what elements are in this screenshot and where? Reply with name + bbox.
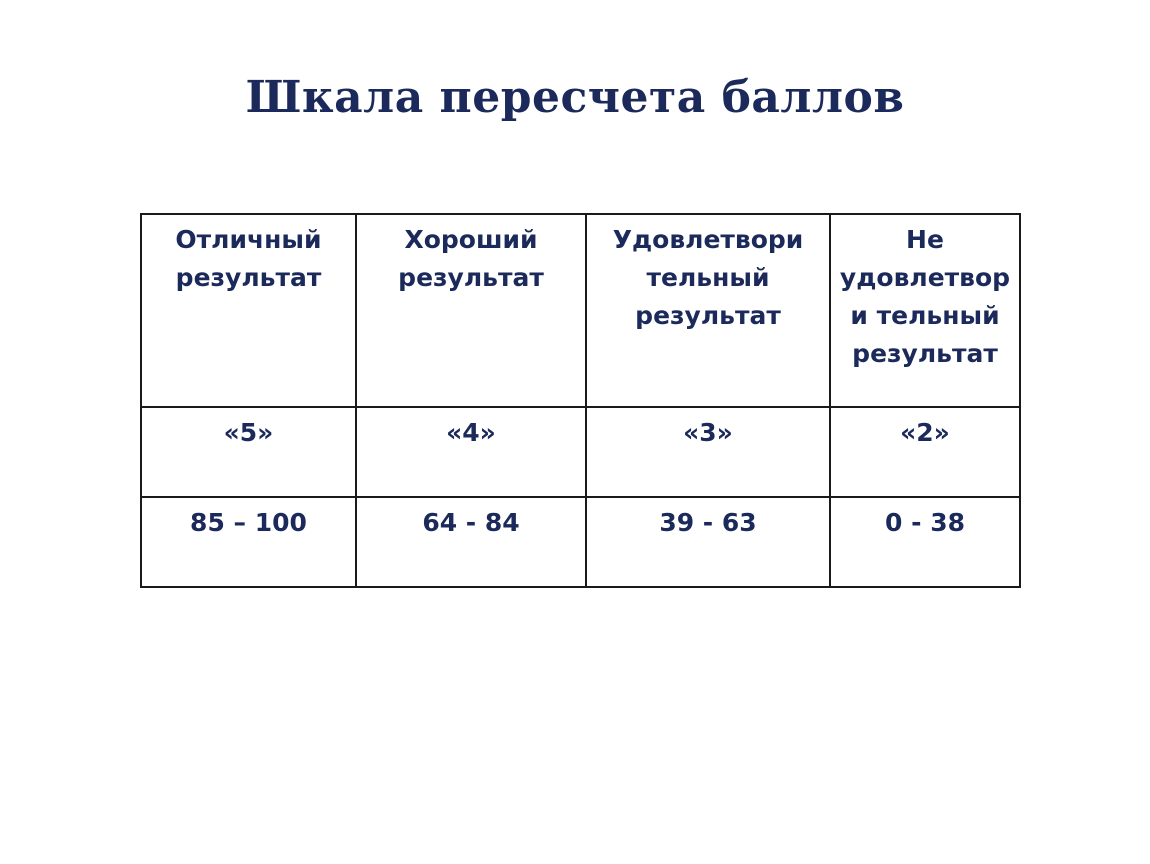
header-cell-good bbox=[356, 214, 586, 407]
header-cell-excellent bbox=[141, 214, 356, 407]
table-row-scores bbox=[141, 497, 1020, 587]
score-range-cell: 64 - 84 bbox=[356, 497, 586, 587]
score-conversion-table bbox=[140, 213, 1021, 588]
header-cell-unsatisfactory bbox=[830, 214, 1020, 407]
table-row-header bbox=[141, 214, 1020, 407]
header-cell-satisfactory bbox=[586, 214, 830, 407]
page-title: Шкала пересчета баллов bbox=[245, 72, 905, 123]
grade-cell: «3» bbox=[586, 407, 830, 497]
header-cell-text: Удовлетвори тельный результат bbox=[612, 225, 804, 330]
grade-cell: «4» bbox=[356, 407, 586, 497]
grade-cell: «2» bbox=[830, 407, 1020, 497]
grade-cell: «5» bbox=[141, 407, 356, 497]
header-cell-text: Отличный результат bbox=[175, 225, 322, 292]
score-range-cell: 0 - 38 bbox=[830, 497, 1020, 587]
table-row-grades bbox=[141, 407, 1020, 497]
header-cell-text: Хороший результат bbox=[398, 225, 544, 292]
score-range-cell: 85 – 100 bbox=[141, 497, 356, 587]
score-range-cell: 39 - 63 bbox=[586, 497, 830, 587]
header-cell-text: Не удовлетвор и тельный результат bbox=[839, 225, 1011, 368]
